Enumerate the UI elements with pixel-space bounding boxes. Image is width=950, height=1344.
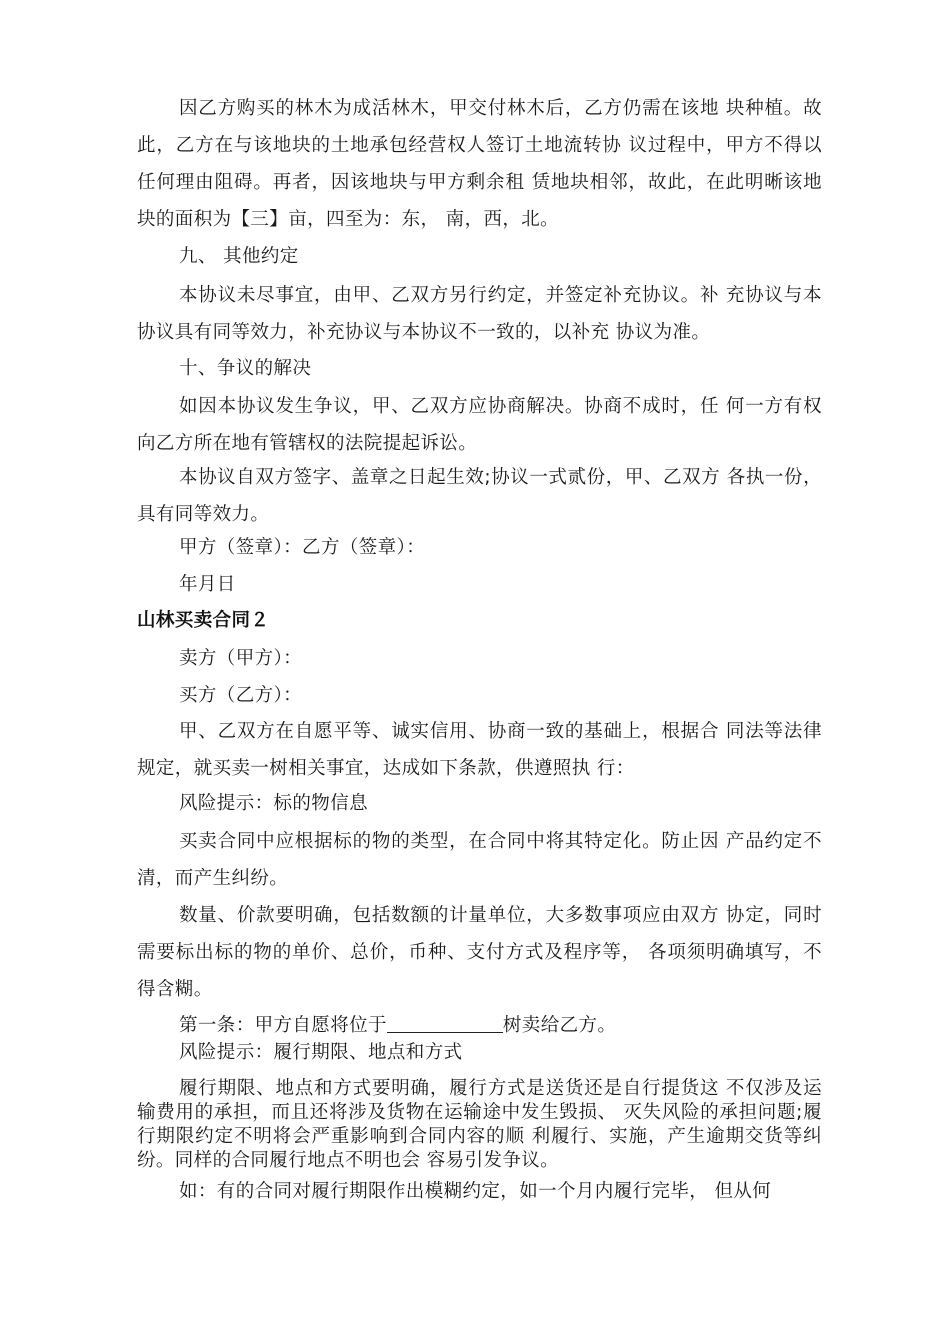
paragraph-subject-specification: 买卖合同中应根据标的物的类型，在合同中将其特定化。防止因 产品约定不清，而产生纠纷。: [137, 831, 822, 889]
paragraph-preamble: 甲、乙双方在自愿平等、诚实信用、协商一致的基础上，根据合 同法等法律规定，就买卖一树相关事宜，达成如下条款，供遵照执 行：: [137, 721, 822, 779]
section-heading-other-agreements: 九、 其他约定: [179, 246, 299, 267]
location-blank: [387, 1014, 503, 1033]
article-one: [137, 1014, 822, 1038]
buyer-line: 买方（乙方）：: [179, 685, 303, 706]
section-heading-dispute-resolution: 十、争议的解决: [179, 358, 312, 379]
article-one-text-a: 第一条：甲方自愿将位于: [179, 1015, 387, 1036]
contract-title: 山林买卖合同２: [137, 610, 270, 631]
paragraph-performance: 履行期限、地点和方式要明确，履行方式是送货还是自行提货这 不仅涉及运输费用的承担，而且还将涉及货物在运输途中发生毁损、 灭失风险的承担问题;履行期限约定不明将会严重影响到合同内容的顺 利履行、实施，产生逾期交货等纠纷。同样的合同履行地点不明也会 容易引发争议。: [137, 1078, 822, 1171]
paragraph-dispute: 如因本协议发生争议，甲、乙双方应协商解决。协商不成时，任 何一方有权向乙方所在地有管辖权的法院提起诉讼。: [137, 396, 822, 454]
paragraph-effectiveness: 本协议自双方签字、盖章之日起生效;协议一式贰份，甲、乙双方 各执一份，具有同等效力。: [137, 467, 822, 525]
paragraph-supplementary-agreement: 本协议未尽事宜，由甲、乙双方另行约定，并签定补充协议。补 充协议与本协议具有同等效力，补充协议与本协议不一致的，以补充 协议为准。: [137, 285, 822, 343]
signature-line: 甲方（签章）：乙方（签章）：: [179, 537, 426, 558]
seller-line: 卖方（甲方）：: [179, 648, 303, 669]
date-line: 年月日: [179, 574, 236, 595]
article-one-text-b: 树卖给乙方。: [502, 1015, 617, 1036]
risk-heading-subject: 风险提示：标的物信息: [179, 793, 369, 814]
paragraph-quantity-price: 数量、价款要明确，包括数额的计量单位，大多数事项应由双方 协定，同时需要标出标的物的单价、总价，币种、支付方式及程序等， 各项须明确填写，不得含糊。: [137, 905, 822, 1000]
paragraph-land-planting: 因乙方购买的林木为成活林木，甲交付林木后，乙方仍需在该地 块种植。故此，乙方在与该地块的土地承包经营权人签订土地流转协 议过程中，甲方不得以任何理由阻碍。再者，因该地块与甲方剩余租 赁地块相邻，故此，在此明晰该地块的面积为【三】亩，四至为：东， 南，西，北。: [137, 98, 822, 230]
paragraph-example: 如：有的合同对履行期限作出模糊约定，如一个月内履行完毕， 但从何: [179, 1181, 772, 1202]
risk-heading-performance: 风险提示：履行期限、地点和方式: [179, 1042, 463, 1063]
